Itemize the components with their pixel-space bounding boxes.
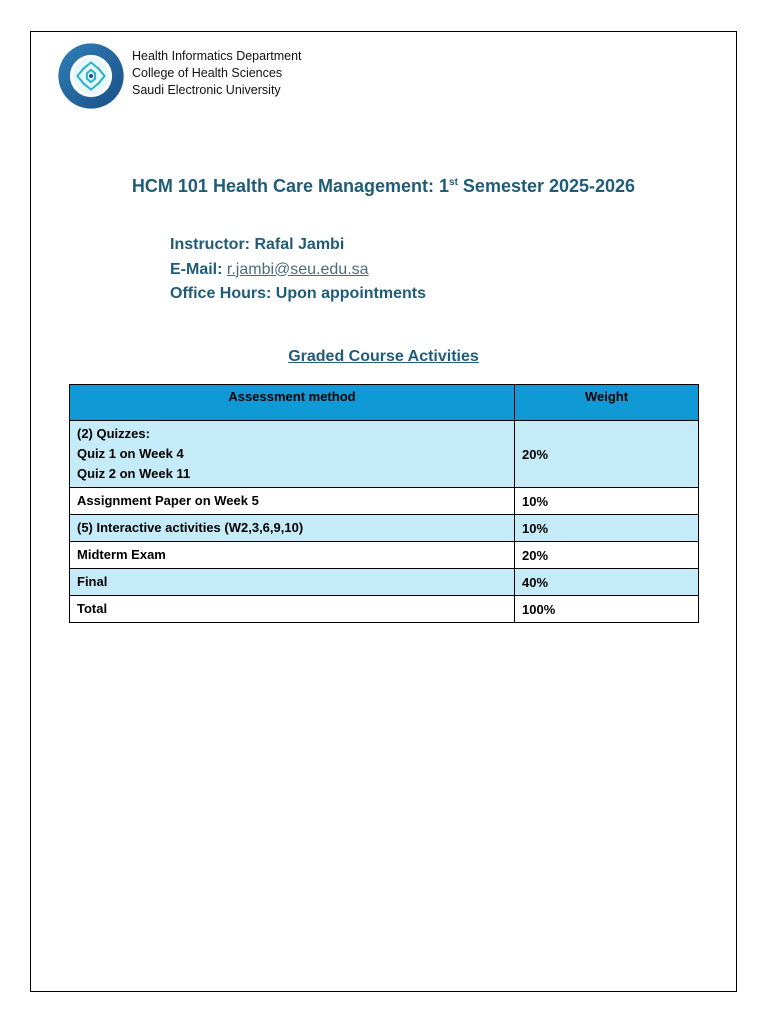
course-title-rest: Semester 2025-2026 (457, 176, 636, 196)
method-cell (70, 542, 515, 569)
university-line: Saudi Electronic University (132, 83, 281, 97)
university-logo-icon (57, 42, 125, 110)
table-row (70, 596, 699, 623)
table-header-row (70, 385, 699, 421)
method-cell (70, 569, 515, 596)
method-cell (70, 421, 515, 488)
weight-cell: 10% (515, 488, 699, 515)
email-label: E-Mail: (170, 260, 227, 278)
table-row (70, 421, 699, 488)
table-row (70, 488, 699, 515)
method-cell (70, 515, 515, 542)
method-line: Total (77, 601, 108, 616)
method-line: Quiz 1 on Week 4 (77, 446, 184, 461)
header-assessment-method: Assessment method (70, 385, 515, 421)
table-row (70, 542, 699, 569)
table-row (70, 569, 699, 596)
office-hours: Office Hours: Upon appointments (170, 285, 426, 302)
method-cell (70, 596, 515, 623)
course-title-main: HCM 101 Health Care Management: 1 (131, 176, 450, 196)
course-title-superscript: st (449, 177, 458, 188)
header-weight: Weight (515, 385, 699, 421)
method-line: Assignment Paper on Week 5 (77, 493, 259, 508)
method-cell (70, 488, 515, 515)
table-row (70, 515, 699, 542)
email-line (170, 258, 426, 283)
department-line: Health Informatics Department (132, 49, 302, 63)
weight-cell: 100% (515, 596, 699, 623)
instructor-name: Instructor: Rafal Jambi (170, 236, 345, 253)
method-line: Midterm Exam (77, 547, 166, 562)
weight-cell: 20% (515, 542, 699, 569)
method-line: Final (77, 574, 108, 589)
graded-activities-table (69, 384, 699, 623)
department-header (132, 48, 302, 99)
method-line: (5) Interactive activities (W2,3,6,9,10) (77, 520, 304, 535)
weight-cell: 10% (515, 515, 699, 542)
course-title (31, 176, 736, 197)
email-link[interactable]: r.jambi@seu.edu.sa (226, 260, 369, 278)
method-line: (2) Quizzes: (77, 426, 150, 441)
weight-cell: 20% (515, 421, 699, 488)
instructor-info (170, 233, 426, 307)
activities-heading: Graded Course Activities (288, 348, 479, 365)
college-line: College of Health Sciences (132, 66, 283, 80)
weight-cell: 40% (515, 569, 699, 596)
document-page (30, 31, 737, 992)
method-line: Quiz 2 on Week 11 (77, 466, 191, 481)
